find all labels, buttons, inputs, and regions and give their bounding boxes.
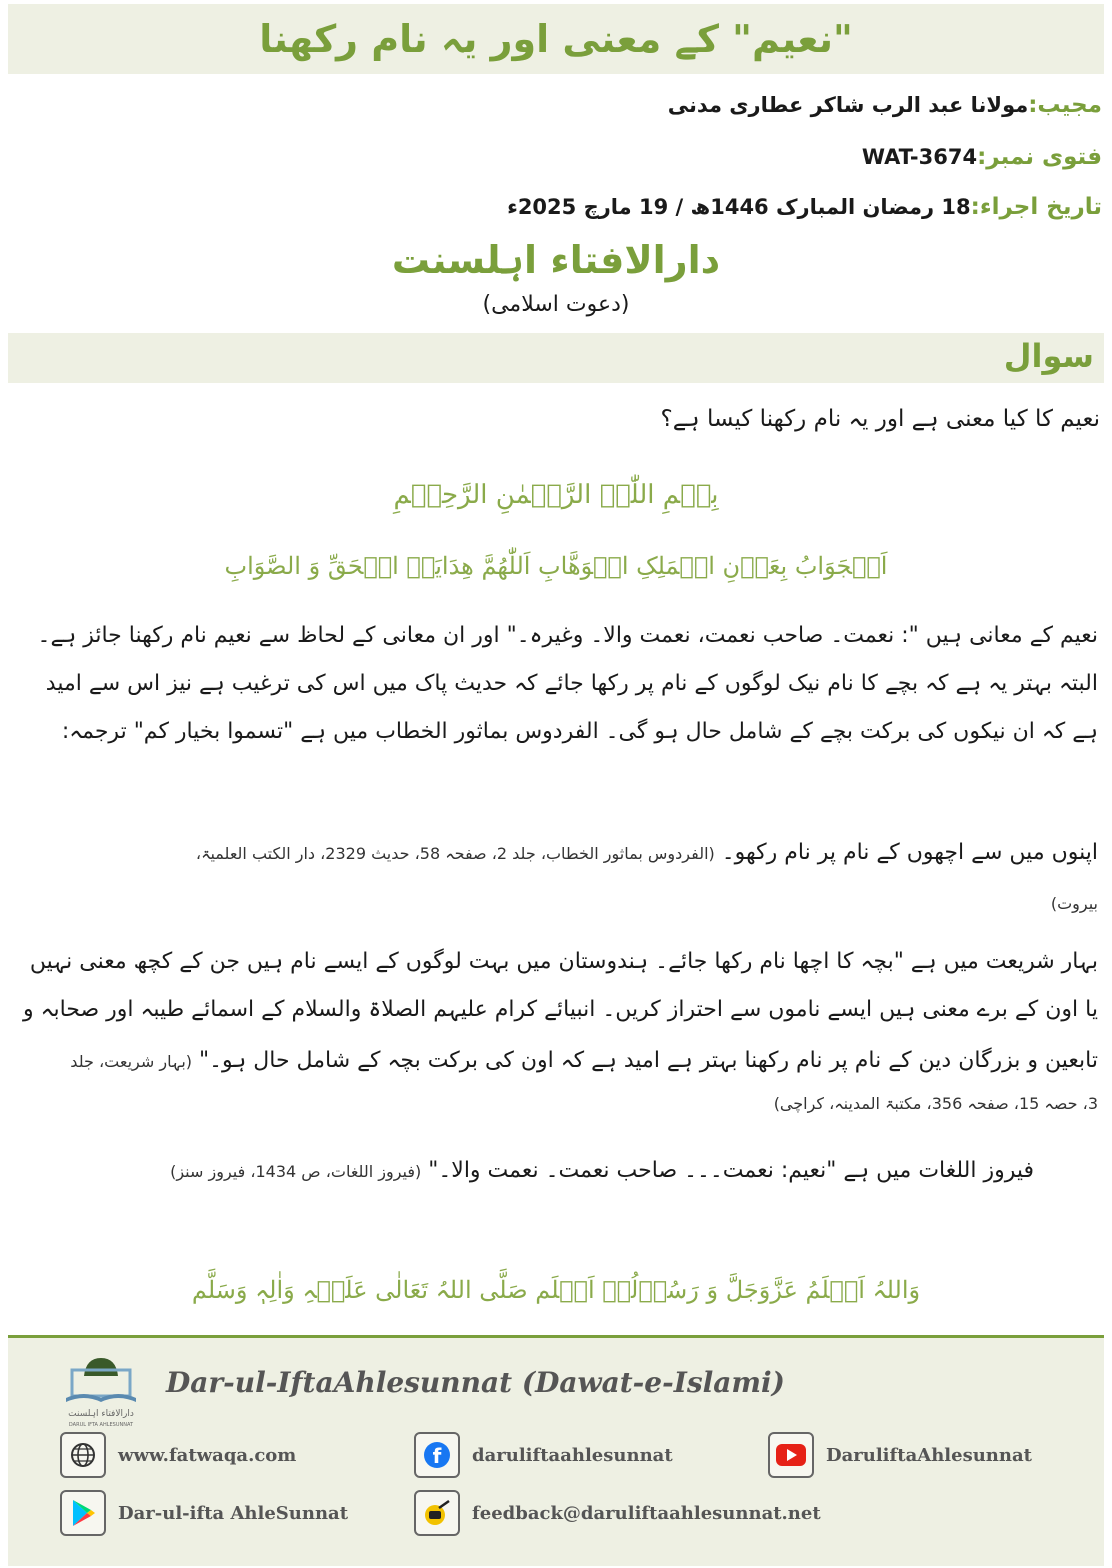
reference: (بہار شریعت، جلد xyxy=(70,1052,193,1071)
fatwa-number: WAT-3674 xyxy=(861,145,978,169)
facebook-text: daruliftaahlesunnat xyxy=(472,1444,673,1466)
logo xyxy=(56,1350,146,1430)
answer-line: بہار شریعت میں ہے "بچہ کا اچھا نام رکھا جائے۔ ہندوستان میں بہت لوگوں کے ایسے نام ہیں جن کے کچھ معنی نہیں xyxy=(29,949,1098,974)
website-text: www.fatwaqa.com xyxy=(118,1444,297,1466)
youtube-text: DaruliftaAhlesunnat xyxy=(826,1444,1032,1466)
answer-line: اپنوں میں سے اچھوں کے نام پر نام رکھو۔ xyxy=(721,840,1098,865)
svg-text:f: f xyxy=(432,1444,442,1468)
answer-line: تابعین و بزرگان دین کے نام پر نام رکھنا بہتر ہے امید ہے کہ اون کی برکت بچہ کے شامل حال ہو۔" xyxy=(199,1048,1098,1073)
answer-paragraph-1 xyxy=(14,612,1098,756)
question-text: نعیم کا کیا معنی ہے اور یہ نام رکھنا کیسا ہے؟ xyxy=(660,406,1100,432)
question-bar xyxy=(8,333,1104,383)
website-link[interactable] xyxy=(60,1432,296,1478)
logo-sub: DARUL IFTA AHLESUNNAT xyxy=(68,1422,134,1428)
youtube-icon xyxy=(768,1432,814,1478)
answer-line-p2-3 xyxy=(70,1048,1098,1073)
footer xyxy=(8,1335,1104,1566)
reference: (الفردوس بماثور الخطاب، جلد 2، صفحہ 58، حدیث 2329، دار الکتب العلمیۃ، xyxy=(195,844,715,863)
institution-sub: (دعوت اسلامی) xyxy=(482,292,630,317)
facebook-icon xyxy=(414,1432,460,1478)
answer-line: فیروز اللغات میں ہے "نعیم: نعمت۔۔۔ صاحب نعمت۔ نعمت والا۔" xyxy=(428,1158,1034,1183)
mujeeb-label: مجیب: xyxy=(1028,92,1102,118)
answer-line: یا اون کے برے معنی ہیں ایسے ناموں سے احتراز کریں۔ انبیائے کرام علیہم الصلاۃ والسلام کے اسمائے طیبہ اور صحابہ و xyxy=(22,997,1098,1022)
institution-name: دارالافتاء اہلسنت xyxy=(391,238,721,282)
bismillah: بِسۡمِ اللّٰہِ الرَّحۡمٰنِ الرَّحِیۡمِ xyxy=(393,480,719,510)
app-link[interactable] xyxy=(60,1490,348,1536)
mujeeb-value: مولانا عبد الرب شاکر عطاری مدنی xyxy=(667,93,1029,117)
answer-line: ہے کہ ان نیکوں کی برکت بچے کے شامل حال ہو گی۔ الفردوس بماثور الخطاب میں ہے "تسموا بخیار کم" ترجمہ: xyxy=(61,719,1098,744)
email-text: feedback@daruliftaahlesunnat.net xyxy=(472,1502,821,1524)
reference-cont: بیروت) xyxy=(1050,894,1098,913)
answer-line: البتہ بہتر یہ ہے کہ بچے کا نام نیک لوگوں کے نام پر رکھا جائے کہ حدیث پاک میں اس کی ترغیب ہے نیز اس سے امید xyxy=(45,671,1098,696)
brand-name: Dar-ul-IftaAhlesunnat (Dawat-e-Islami) xyxy=(166,1366,785,1399)
logo-text: دارالافتاء اہلسنت xyxy=(68,1409,134,1419)
mujeeb-row xyxy=(668,92,1102,118)
date-label: تاریخ اجراء: xyxy=(970,194,1102,220)
answer-paragraph-2 xyxy=(14,938,1098,1034)
question-heading: سوال xyxy=(1003,337,1094,375)
feedback-link[interactable] xyxy=(414,1490,821,1536)
answer-line: نعیم کے معانی ہیں ": نعمت۔ صاحب نعمت، نعمت والا۔ وغیرہ۔" اور ان معانی کے لحاظ سے نعیم نام رکھنا جائز ہے۔ xyxy=(37,623,1098,648)
answer-line-4 xyxy=(196,840,1098,865)
date-value: 18 رمضان المبارک 1446ھ / 19 مارچ 2025ء xyxy=(507,195,971,219)
reference-cont: 3، حصہ 15، صفحہ 356، مکتبۃ المدینہ، کراچی) xyxy=(773,1094,1098,1113)
closing-dua: وَاللہُ اَعۡلَمُ عَزَّوَجَلَّ وَ رَسُوۡلُہٗ اَعۡلَم صَلَّی اللہُ تَعَالٰی عَلَیۡہِ وَاٰلِہٖ وَسَلَّم xyxy=(191,1276,921,1304)
reference: (فیروز اللغات، ص 1434، فیروز سنز) xyxy=(170,1162,422,1181)
jawab-opening: اَلۡجَوَابُ بِعَوۡنِ الۡمَلِکِ الۡوَھَّابِ اَللّٰھُمَّ ھِدَایَۃَ الۡحَقِّ وَ الصَّوَابِ xyxy=(224,552,888,580)
page-title: "نعیم" کے معنی اور یہ نام رکھنا xyxy=(259,17,853,61)
fatwa-label: فتوی نمبر: xyxy=(977,144,1102,170)
feedback-icon xyxy=(414,1490,460,1536)
fatwa-row xyxy=(862,144,1102,170)
book-logo-icon xyxy=(56,1350,146,1430)
answer-line-p3 xyxy=(170,1158,1034,1183)
facebook-link[interactable] xyxy=(414,1432,673,1478)
title-bar xyxy=(8,4,1104,74)
app-text: Dar-ul-ifta AhleSunnat xyxy=(118,1502,349,1524)
date-row xyxy=(507,194,1102,220)
globe-icon xyxy=(60,1432,106,1478)
play-store-icon xyxy=(60,1490,106,1536)
youtube-link[interactable] xyxy=(768,1432,1032,1478)
